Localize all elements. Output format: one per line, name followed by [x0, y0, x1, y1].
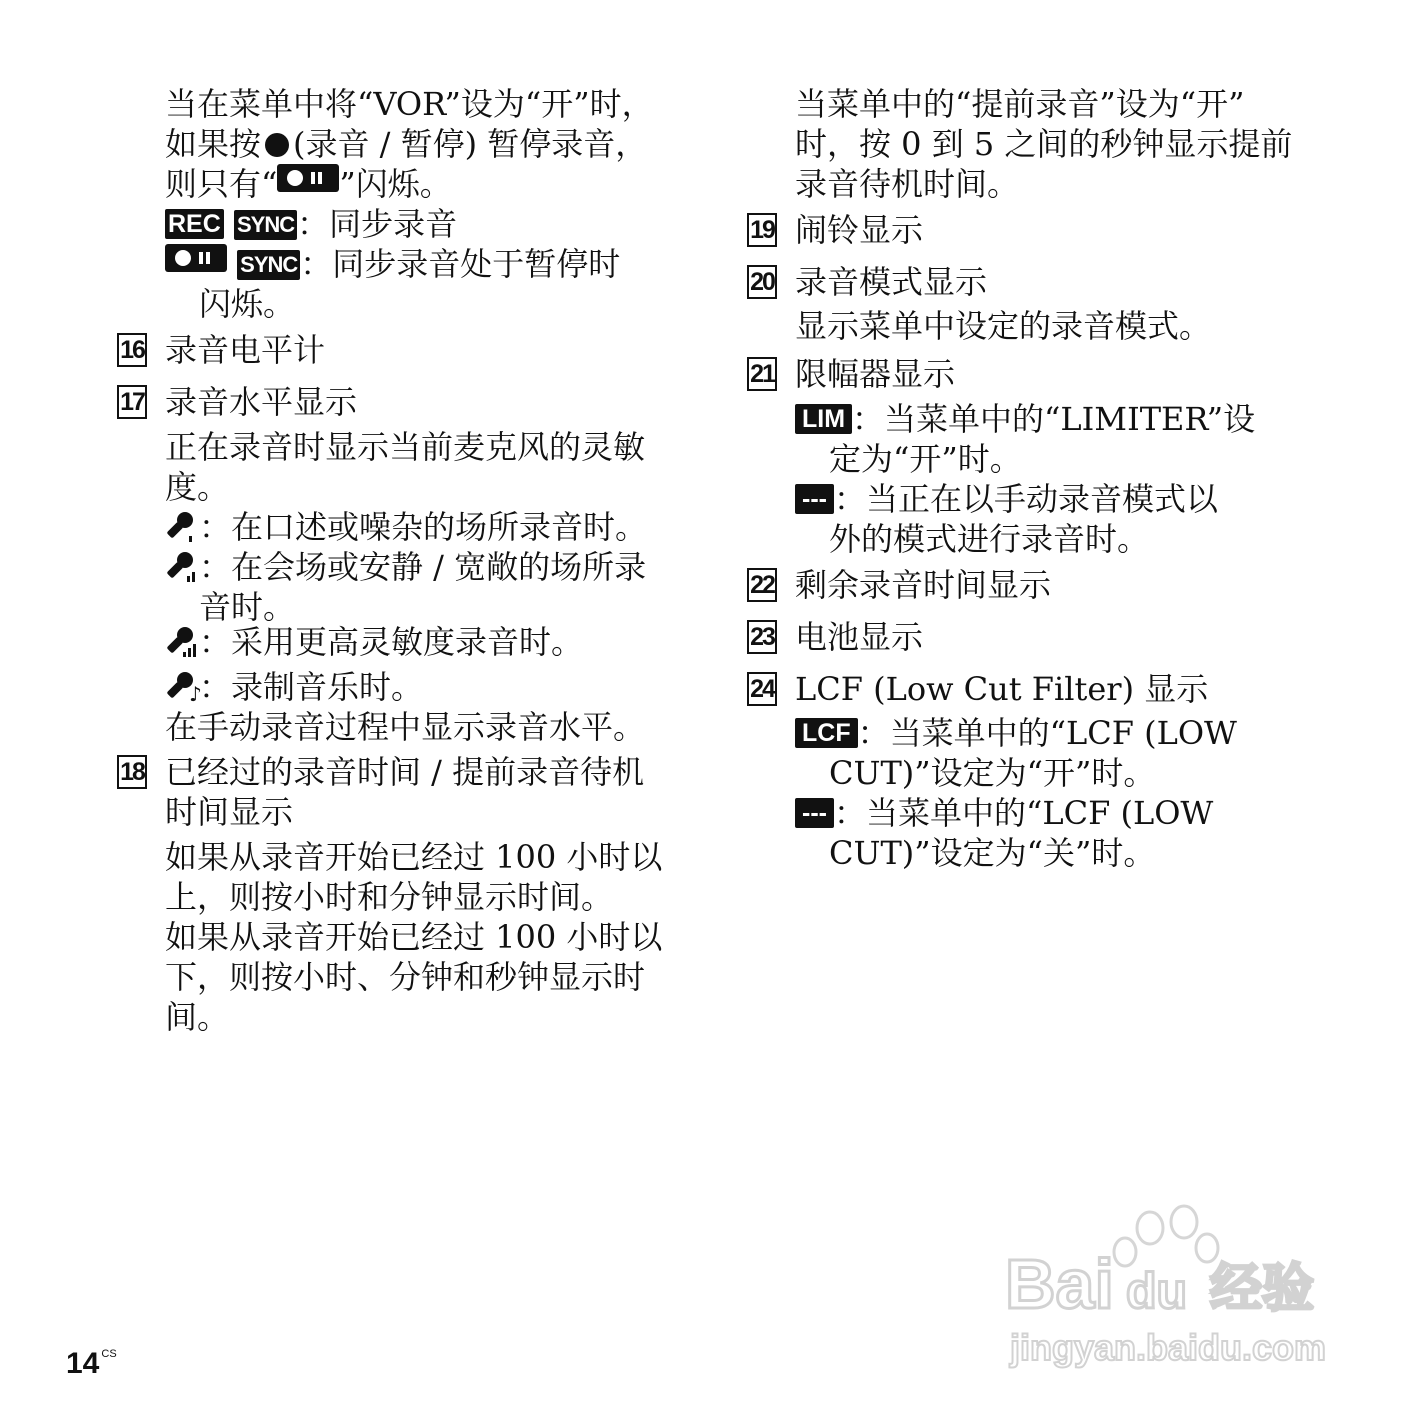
item-number-23: 23	[747, 620, 777, 654]
lcf-dash-line-2: CUT)”设定为“关”时。	[829, 834, 1156, 872]
sync-badge: SYNC	[234, 210, 297, 240]
item-20-title: 录音模式显示	[795, 263, 988, 301]
pause-sync-text-2: 闪烁。	[199, 285, 296, 323]
item-18-desc-3: 如果从录音开始已经过 100 小时以	[165, 918, 663, 956]
watermark-url: jingyan.baidu.com	[1010, 1327, 1327, 1368]
intro-quote-close: ”闪烁。	[339, 165, 452, 203]
lcf-line-1	[795, 713, 1237, 753]
lcf-badge: LCF	[795, 718, 858, 748]
item-20-desc: 显示菜单中设定的录音模式。	[795, 307, 1212, 345]
mic-line-4-text: ：录制音乐时。	[199, 668, 424, 706]
item-17-manual: 在手动录音过程中显示录音水平。	[165, 708, 646, 746]
lcf-line-2: CUT)”设定为“开”时。	[829, 754, 1156, 792]
mic-music-icon: ♪	[165, 670, 199, 704]
item-18-desc-4: 下，则按小时、分钟和秒钟显示时	[165, 958, 646, 996]
item-number-21: 21	[747, 357, 777, 391]
pause-sync-text: ：同步录音处于暂停时	[300, 245, 621, 283]
right-intro-2: 时，按 0 到 5 之间的秒钟显示提前	[795, 125, 1293, 163]
mic-line-2	[165, 547, 646, 587]
item-22-title: 剩余录音时间显示	[795, 566, 1052, 604]
mic-medium-sensitivity-icon	[165, 550, 199, 584]
item-number-24: 24	[747, 672, 777, 706]
item-number-18: 18	[117, 755, 147, 789]
item-17-desc-1: 正在录音时显示当前麦克风的灵敏	[165, 428, 646, 466]
dash-badge: ---	[795, 484, 834, 514]
item-18-desc-2: 上，则按小时和分钟显示时间。	[165, 878, 614, 916]
item-23-title: 电池显示	[795, 618, 924, 656]
mic-line-2-text: ：在会场或安静 / 宽敞的场所录	[199, 548, 647, 586]
intro-prefix: 如果按	[165, 125, 262, 163]
dash-text-1: ：当正在以手动录音模式以	[833, 480, 1218, 518]
mic-line-3-text: ：采用更高灵敏度录音时。	[199, 623, 584, 661]
mic-line-1-text: ：在口述或噪杂的场所录音时。	[199, 508, 648, 546]
item-18-title-2: 时间显示	[165, 793, 294, 831]
lim-line-1	[795, 399, 1255, 439]
mic-line-1	[165, 507, 647, 547]
lim-text-1: ：当菜单中的“LIMITER”设	[852, 400, 1256, 438]
right-intro-3: 录音待机时间。	[795, 165, 1020, 203]
lcf-text-1: ：当菜单中的“LCF (LOW	[857, 714, 1237, 752]
dash-line-1	[795, 479, 1218, 519]
item-16-title: 录音电平计	[165, 331, 326, 369]
record-pause-icon	[165, 244, 227, 272]
sync-badge: SYNC	[237, 250, 300, 280]
item-number-19: 19	[747, 213, 777, 247]
mic-line-2b: 音时。	[199, 588, 296, 626]
lcf-dash-text-1: ：当菜单中的“LCF (LOW	[833, 794, 1214, 832]
rec-badge: REC	[165, 209, 224, 239]
item-21-title: 限幅器显示	[795, 355, 956, 393]
record-pause-icon	[277, 164, 339, 192]
mic-line-3	[165, 622, 583, 662]
item-19-title: 闹铃显示	[795, 211, 924, 249]
item-18-desc-5: 间。	[165, 998, 230, 1036]
right-intro-1: 当菜单中的“提前录音”设为“开”	[795, 85, 1245, 123]
page-suffix: CS	[101, 1348, 117, 1360]
intro-line-2	[165, 124, 647, 164]
lim-line-2: 定为“开”时。	[829, 440, 1022, 478]
item-17-desc-2: 度。	[165, 468, 230, 506]
intro-suffix: (录音 / 暂停) 暂停录音，	[293, 125, 648, 163]
intro-line-1: 当在菜单中将“VOR”设为“开”时，	[165, 85, 654, 123]
item-24-title: LCF (Low Cut Filter) 显示	[795, 670, 1209, 708]
lcf-dash-line-1	[795, 793, 1213, 833]
baidu-jingyan-watermark	[1000, 1200, 1330, 1370]
item-18-title-1: 已经过的录音时间 / 提前录音待机	[165, 753, 645, 791]
item-number-20: 20	[747, 265, 777, 299]
item-number-22: 22	[747, 568, 777, 602]
item-number-16: 16	[117, 333, 147, 367]
mic-line-4	[165, 667, 423, 707]
lim-badge: LIM	[795, 404, 852, 434]
item-number-17: 17	[117, 385, 147, 419]
page-number-value: 14	[66, 1347, 100, 1380]
dash-line-2: 外的模式进行录音时。	[829, 520, 1150, 558]
pause-sync-line	[165, 244, 620, 284]
mic-low-sensitivity-icon	[165, 510, 199, 544]
mic-high-sensitivity-icon	[165, 625, 199, 659]
rec-sync-text: ：同步录音	[297, 205, 458, 243]
page-number	[66, 1347, 117, 1381]
rec-sync-line	[165, 204, 457, 244]
watermark-brand: Bai	[1005, 1245, 1114, 1323]
watermark-brand-2: du	[1126, 1263, 1188, 1319]
item-18-desc-1: 如果从录音开始已经过 100 小时以	[165, 838, 663, 876]
dash-badge: ---	[795, 798, 834, 828]
item-17-title: 录音水平显示	[165, 383, 358, 421]
watermark-cn: 经验	[1210, 1259, 1315, 1319]
record-dot-icon	[265, 133, 289, 157]
intro-line-3	[165, 164, 452, 204]
intro-quote-open: 则只有“	[165, 165, 278, 203]
